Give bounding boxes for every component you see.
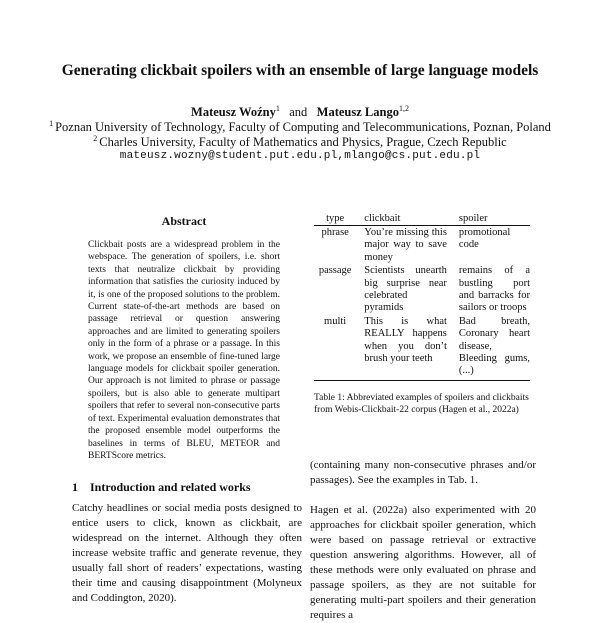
table-cell-spoiler: remains of a bustling port and barracks for sailors or troops: [458, 265, 530, 314]
examples-table: [314, 213, 530, 381]
abstract-heading: Abstract: [161, 214, 207, 228]
affiliation-text: Poznan University of Technology, Faculty of Computing and Telecommunications, Poznan, Poland: [55, 120, 551, 134]
author-line: [40, 104, 560, 120]
table-cell-clickbait: Scientists unearth big surprise near celebrated pyramids: [364, 265, 447, 314]
author-affil-mark: 1,2: [398, 103, 409, 113]
table-header-cell: type: [326, 213, 345, 224]
table-cell-type: multi: [324, 315, 347, 327]
section-heading: [72, 480, 302, 495]
affiliation-mark: 2: [93, 133, 98, 143]
section-title: Introduction and related works: [90, 480, 251, 494]
table-rule: [314, 380, 530, 381]
abstract-text: Clickbait posts are a widespread problem in the webspace. The generation of spoilers, i.e. short texts that neutralize clickbait by providing information that satisfies the curiosity induced by it, is one of the proposed solutions to the problem. Current state-of-the-art methods are based on passage retrieval or question answering approaches and are limited to generating spoilers only in the form of a phrase or a passage. In this work, we propose an ensemble of fine-tuned large language models for clickbait spoiler generation. Our approach is not limited to phrase or passage spoilers, but is also able to generate multipart spoilers that refer to several non-consecutive parts of text. Experimental evaluation demonstrates that the proposed ensemble model outperforms the baselines in terms of BLEU, METEOR and BERTScore metrics.: [88, 240, 280, 461]
affiliation-mark: 1: [49, 118, 54, 128]
table-row: [314, 227, 530, 264]
affiliation: [20, 120, 580, 135]
author-name: Mateusz Lango: [316, 105, 399, 119]
affiliation-text: Charles University, Faculty of Mathematics and Physics, Prague, Czech Republic: [99, 135, 507, 149]
author-emails: mateusz.wozny@student.put.edu.pl,mlango@cs.put.edu.pl: [119, 150, 481, 162]
table-header-cell: spoiler: [458, 213, 488, 224]
section-number: 1: [72, 480, 78, 494]
affiliation: [20, 135, 580, 150]
table-row: [314, 316, 530, 378]
paper-title: Generating clickbait spoilers with an ensemble of large language models: [61, 62, 539, 79]
table-cell-clickbait: This is what REALLY happens when you don’t brush your teeth: [364, 315, 447, 365]
table-cell-spoiler: promotional code: [458, 227, 511, 251]
table-row: [314, 265, 530, 315]
table-caption: Table 1: Abbreviated examples of spoilers and clickbaits from Webis-Clickbait-22 corpus (Hagen et al., 2022a): [314, 393, 529, 415]
author-affil-mark: 1: [275, 103, 280, 113]
author-name: Mateusz Woźny: [191, 105, 276, 119]
body-paragraph: Hagen et al. (2022a) also experimented with 20 approaches for clickbait spoiler generation, which were based on passage retrieval or extractive question answering algorithms. However, all of these methods were only evaluated on phrase and passage spoilers, as they are not suitable for generating multi-part spoilers and their generation requires a: [310, 504, 536, 621]
table-cell-spoiler: Bad breath, Coronary heart disease, Bleeding gums, (...): [458, 315, 530, 377]
author-separator: and: [289, 105, 308, 119]
table-cell-type: passage: [318, 265, 352, 277]
table-header-cell: clickbait: [364, 213, 401, 224]
table-cell-clickbait: You’re missing this major way to save money: [364, 227, 447, 263]
intro-paragraph: Catchy headlines or social media posts designed to entice users to click, known as clickbait, are widespread on the internet. Although they often increase website traffic and generate revenue, they usually fall short of readers’ expectations, wasting their time and causing disappointment (Molyneux and Coddington, 2020).: [72, 502, 302, 604]
body-paragraph: (containing many non-consecutive phrases and/or passages). See the examples in Tab. 1.: [310, 459, 536, 486]
table-header: [314, 213, 530, 225]
table-cell-type: phrase: [321, 227, 349, 238]
table-rule: [314, 225, 530, 226]
